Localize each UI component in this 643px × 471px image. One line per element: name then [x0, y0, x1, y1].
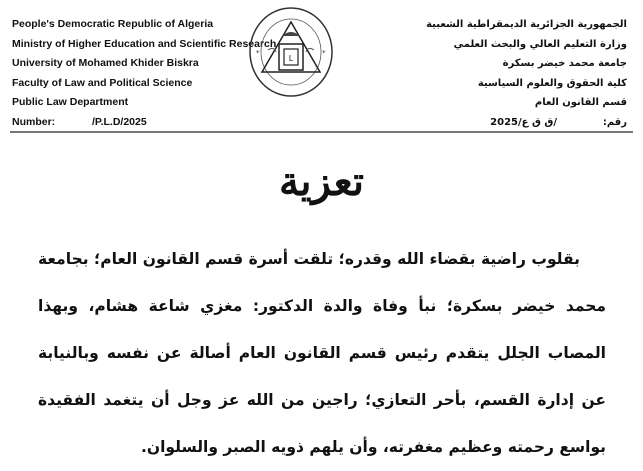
reference-number-en: [12, 113, 276, 133]
country-name-en: People's Democratic Republic of Algeria: [12, 18, 214, 30]
english-letterhead: [12, 15, 276, 132]
country-name-ar: الجمهورية الجزائرية الديمقراطية الشعبية: [426, 19, 627, 30]
faculty-name-ar: كلية الحقوق والعلوم السياسية: [477, 77, 627, 89]
number-value: /P.L.D/2025: [92, 115, 147, 128]
ministry-name-en: Ministry of Higher Education and Scientific Research: [12, 37, 277, 50]
number-label-ar: رقم:: [602, 116, 627, 128]
svg-text:L: L: [288, 54, 294, 63]
document-title: تعزية: [278, 158, 365, 205]
faculty-name-en: Faculty of Law and Political Science: [12, 76, 193, 89]
header-divider: [10, 131, 633, 133]
body-paragraph: بقلوب راضية بقضاء الله وقدره؛ تلقت أسرة قسم القانون العام؛ بجامعة محمد خيضر بسكرة؛ نبأ وفاة والدة الدكتور: مغزي شاعة هشام، وبهذا المصاب الجلل يتقدم رئيس قسم القانون العام أصالة عن نفسه وبالنيابة عن إدارة القسم، بأحر التعازي؛ راجين من الله عز وجل أن يتغمد الفقيدة بواسع رحمته وعظيم مغفرته، وأن يلهم ذويه الصبر والسلوان.: [38, 250, 606, 456]
department-name-ar: قسم القانون العام: [534, 97, 627, 108]
number-value-ar: /ق ق ع/2025: [490, 116, 557, 128]
condolence-body: [38, 236, 606, 471]
university-name-en: University of Mohamed Khider Biskra: [12, 57, 199, 69]
department-name-en: Public Law Department: [12, 96, 129, 108]
university-seal-logo: [248, 6, 334, 98]
svg-text:*: *: [256, 49, 260, 57]
ministry-name-ar: وزارة التعليم العالي والبحث العلمي: [453, 38, 627, 50]
number-label: Number:: [12, 115, 56, 128]
university-name-ar: جامعة محمد خيضر بسكرة: [502, 58, 627, 69]
reference-number-ar: [426, 113, 627, 133]
svg-text:*: *: [322, 49, 326, 57]
arabic-letterhead: [426, 15, 627, 132]
